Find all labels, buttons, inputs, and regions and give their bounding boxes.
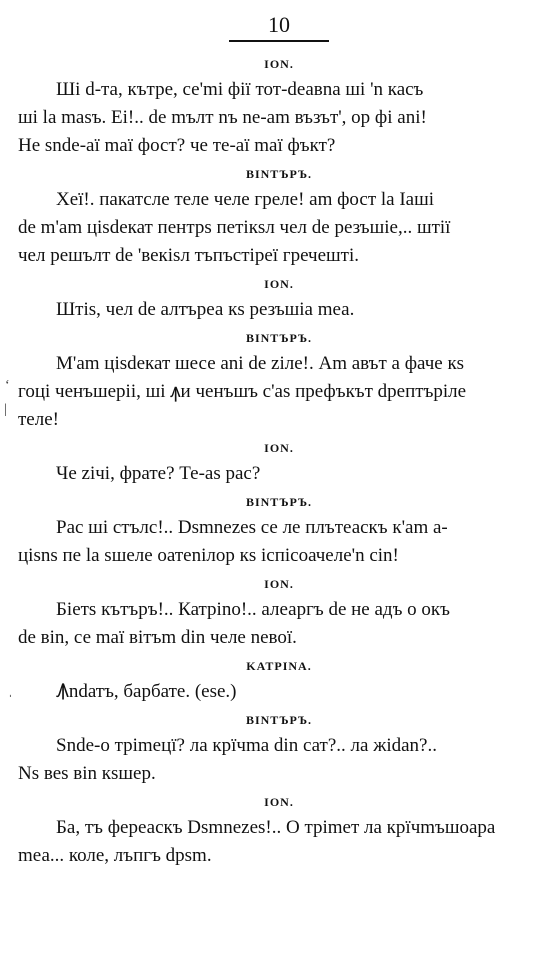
- speech-line: чел решълт de 'векіѕл тъпъстіреї гречешті.: [18, 245, 359, 266]
- page-number: 10: [268, 12, 290, 37]
- speech-line: теле!: [18, 409, 59, 430]
- speaker-name: KATРІNA.: [246, 659, 312, 673]
- speaker-name: ION.: [264, 277, 294, 291]
- speech-line: mеа... коле, лъпгъ dрѕm.: [18, 845, 212, 866]
- speech-line: Штіѕ, чел de алтъреа кѕ резъшіа mеа.: [56, 299, 355, 320]
- speech-text: [18, 76, 540, 160]
- speech-line: Ꙟndатъ, барбате. (ese.): [56, 681, 237, 702]
- speech-line: Хеї!. пакатсле теле челе греле! am фост la Іаші: [56, 189, 435, 210]
- book-page: [18, 12, 540, 870]
- margin-mark: ʻ: [5, 378, 10, 393]
- speech-text: [18, 514, 540, 570]
- speech-line: Че zічі, фрате? Те-аѕ рас?: [56, 463, 261, 484]
- speech-text: [18, 732, 540, 788]
- speech-text: [18, 296, 540, 324]
- speaker-name: ВІNТЪРЪ.: [245, 331, 313, 345]
- header-rule: [229, 40, 329, 42]
- speech-line: Ші d-та, кътре, се'mі фії тот-deaвna ші 'n касъ: [56, 79, 424, 100]
- speech-line: Не ѕnde-аї maї фост? че те-аї maї фъкт?: [18, 135, 336, 156]
- speaker-name: ВІNТЪРЪ.: [245, 713, 313, 727]
- speech-line: ші la masъ. Еі!.. de mълт nъ ne-am възът', ор фі anі!: [18, 107, 427, 128]
- speech-text: [18, 596, 540, 652]
- speaker-name: ION.: [264, 795, 294, 809]
- speech-line: Біетѕ кътъръ!.. Катріno!.. алеаргъ de не адъ о окъ: [56, 599, 450, 620]
- speech-line: Рас ші стълс!.. Dѕmnezeѕ се ле плътеаскъ к'am а-: [56, 517, 448, 538]
- speech-line: гоці ченъшеріі, ші ꙟи ченъшъ с'аѕ префъкът dрептъріле: [18, 381, 467, 402]
- margin-mark: |: [4, 402, 7, 417]
- speech-line: de віn, се maї вітъm din челе nевої.: [18, 627, 297, 648]
- speech-text: [18, 350, 540, 434]
- margin-mark: ˌ: [8, 683, 13, 698]
- speech-text: [18, 678, 540, 706]
- speech-text: [18, 186, 540, 270]
- speaker-name: ВІNТЪРЪ.: [245, 167, 313, 181]
- speaker-name: ION.: [264, 57, 294, 71]
- speech-text: [18, 814, 540, 870]
- speaker-name: ION.: [264, 441, 294, 455]
- speaker-name: ВІNТЪРЪ.: [245, 495, 313, 509]
- dialogue: [18, 56, 540, 870]
- speaker-name: ION.: [264, 577, 294, 591]
- speech-line: Ѕnde-о тріmецї? ла крїчmа din сат?.. ла жidan?..: [56, 735, 437, 756]
- speech-line: Ба, тъ фереаскъ Dѕmnezeѕ!.. О тріmет ла крїчmъшоара: [56, 817, 496, 838]
- speech-line: М'am цiѕdекат шесе anі de zіле!. Аm авът а фаче кѕ: [56, 353, 465, 374]
- speech-line: Nѕ веѕ віn кѕшер.: [18, 763, 156, 784]
- speech-line: цiѕns пе la ѕшеле оатеnілор кѕ іспісоачеле'n сіn!: [18, 545, 399, 566]
- speech-line: de m'am цiѕdекат пентрѕ петікѕл чел de резъшіе,.. штії: [18, 217, 451, 238]
- speech-text: [18, 460, 540, 488]
